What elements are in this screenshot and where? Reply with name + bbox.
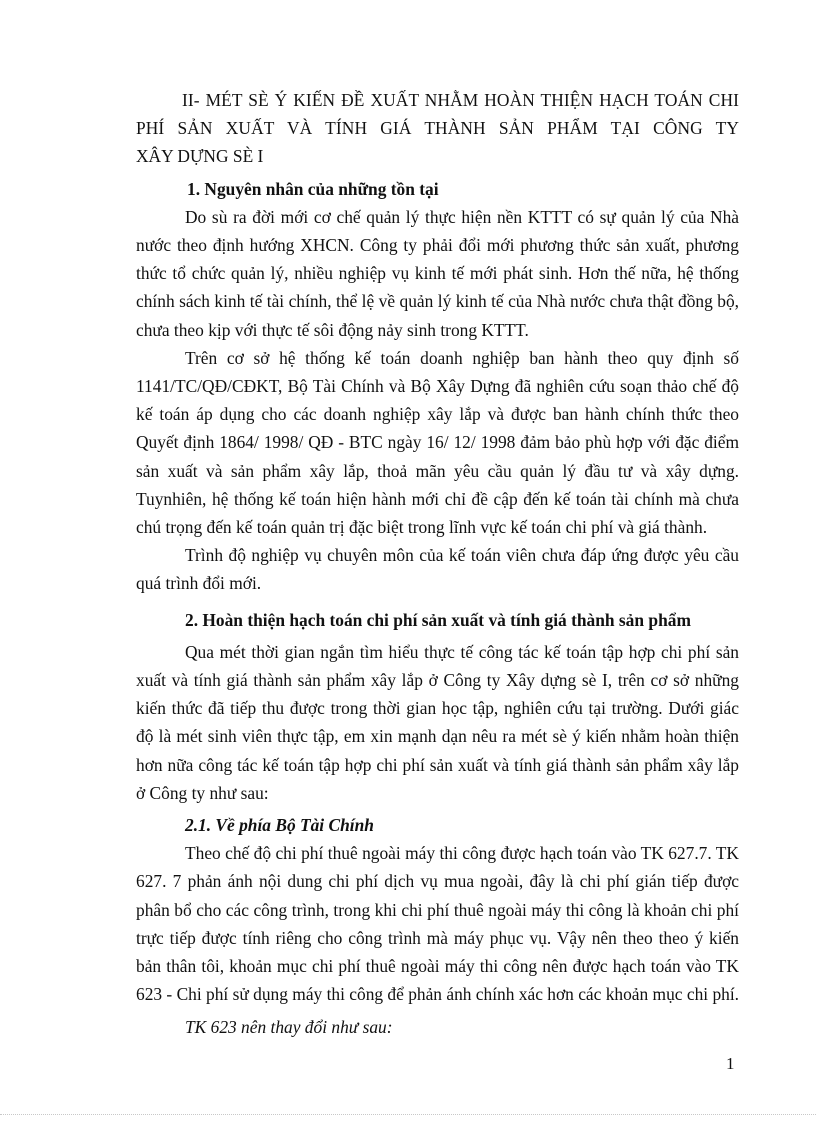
document-page	[136, 86, 739, 1041]
title-line: II- MÉT SÈ Ý KIẾN ĐỀ XUẤT NHẰM HOÀN THIỆN HẠCH TOÁN CHI PHÍ SẢN XUẤT VÀ TÍNH GIÁ THÀNH SẢN PHẨM TẠI CÔNG TY	[136, 90, 739, 139]
paragraph: Do sù ra đời mới cơ chế quản lý thực hiện nền KTTT có sự quản lý của Nhà nước theo định hướng XHCN. Công ty phải đổi mới phương thức sản xuất, phương thức tổ chức quản lý, nhiều nghiệp vụ kinh tế mới phát sinh. Hơn thế nữa, hệ thống chính sách kinh tế tài chính, thể lệ về quản lý kinh tế của Nhà nước chưa thật đồng bộ, chưa theo kịp với thực tế sôi động nảy sinh trong KTTT.	[136, 206, 739, 340]
paragraph: Trình độ nghiệp vụ chuyên môn của kế toán viên chưa đáp ứng được yêu cầu quá trình đổi mới.	[136, 545, 739, 594]
section-2	[136, 606, 739, 807]
paragraph: Theo chế độ chi phí thuê ngoài máy thi công được hạch toán vào TK 627.7. TK 627. 7 phản ánh nội dung chi phí dịch vụ mua ngoài, đây là chi phí gián tiếp được phân bổ cho các công trình, trong khi chi phí thuê ngoài máy thi công là khoản chi phí trực tiếp được tính riêng cho công trình mà máy phục vụ. Vậy nên theo theo ý kiến bản thân tôi, khoản mục chi phí thuê ngoài máy thi công nên được hạch toán vào TK 623 - Chi phí sử dụng máy thi công để phản ánh chính xác hơn các khoản mục chi phí.	[136, 843, 740, 1005]
section-2-heading: 2. Hoàn thiện hạch toán chi phí sản xuất và tính giá thành sản phẩm	[185, 609, 691, 630]
section-2-1	[136, 811, 739, 1041]
section-1-heading: 1. Nguyên nhân của những tồn tại	[187, 178, 439, 199]
paragraph: Trên cơ sở hệ thống kế toán doanh nghiệp ban hành theo quy định số 1141/TC/QĐ/CĐKT, Bộ Tài Chính và Bộ Xây Dựng đã nghiên cứu soạn thảo chế độ kế toán áp dụng cho các doanh nghiệp xây lắp và được ban hành chính thức theo Quyết định 1864/ 1998/ QĐ - BTC ngày 16/ 12/ 1998 đảm bảo phù hợp với đặc điểm sản xuất và sản phẩm xây lắp, thoả mãn yêu cầu quản lý đầu tư và xây dựng. Tuynhiên, hệ thống kế toán hiện hành mới chỉ đề cập đến kế toán tài chính mà chưa chú trọng đến kế toán quản trị đặc biệt trong lĩnh vực kế toán chi phí và giá thành.	[136, 347, 739, 538]
account-note: TK 623 nên thay đổi như sau:	[185, 1016, 393, 1037]
section-1	[136, 175, 739, 598]
title-line-last: XÂY DỰNG SÈ I	[136, 146, 264, 167]
paragraph: Qua mét thời gian ngắn tìm hiểu thực tế công tác kế toán tập hợp chi phí sản xuất và tính giá thành sản phẩm xây lắp ở Công ty Xây dựng sè I, trên cơ sở những kiến thức đã tiếp thu được trong thời gian học tập, nghiên cứu tại trường. Dưới giác độ là mét sinh viên thực tập, em xin mạnh dạn nêu ra mét sè ý kiến nhằm hoàn thiện hơn nữa công tác kế toán tập hợp chi phí sản xuất và tính giá thành sản phẩm xây lắp ở Công ty như sau:	[136, 641, 739, 803]
document-title	[136, 86, 739, 171]
section-2-1-heading: 2.1. Về phía Bộ Tài Chính	[185, 815, 374, 836]
page-number: 1	[726, 1054, 735, 1073]
page-bottom-divider	[0, 1114, 816, 1115]
